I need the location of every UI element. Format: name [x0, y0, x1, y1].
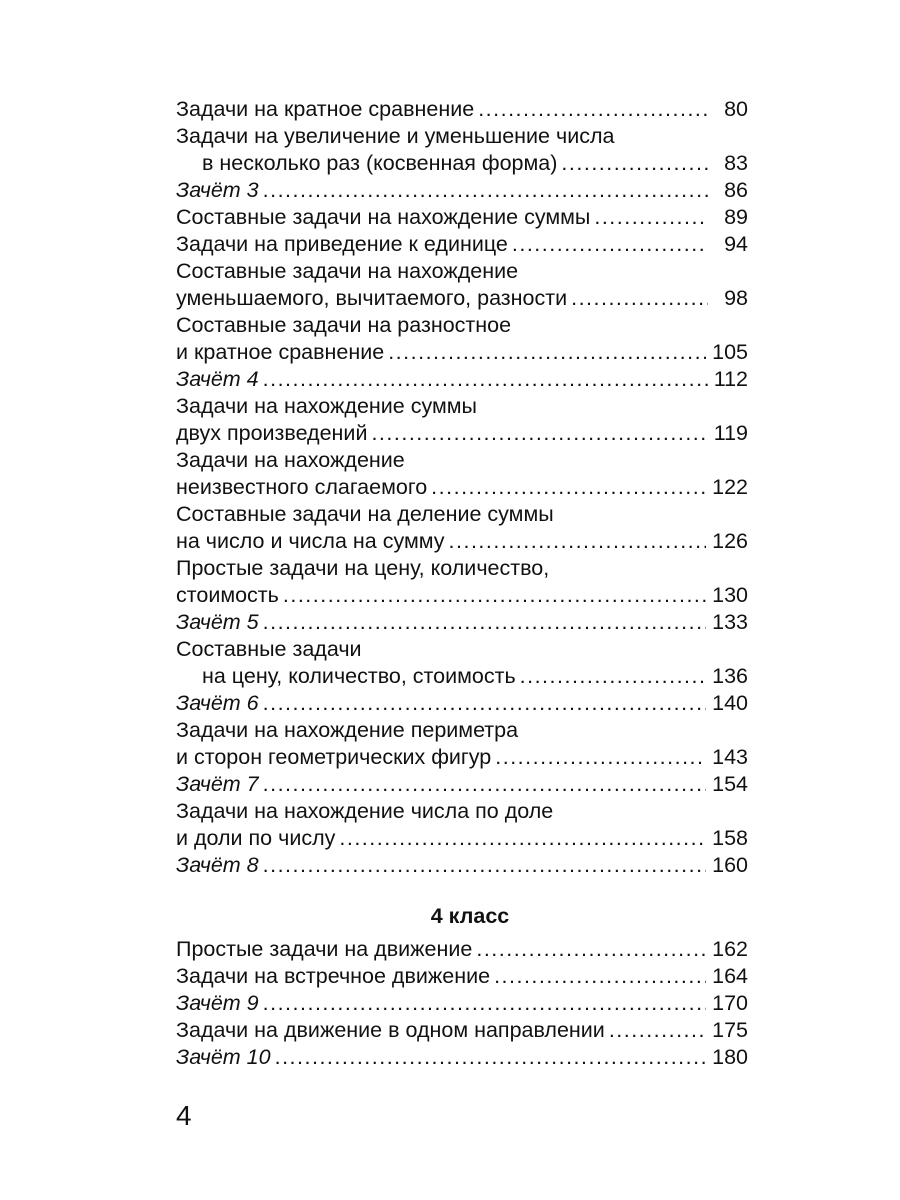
toc-entry-line — [176, 285, 748, 312]
toc-entry — [176, 258, 748, 312]
toc-page-number: 112 — [713, 367, 748, 391]
toc-entry-line — [176, 798, 748, 825]
toc-entry-line — [176, 582, 748, 609]
toc-entry — [176, 1044, 748, 1071]
toc-entry — [176, 366, 748, 393]
toc-entry-line — [176, 717, 748, 744]
dot-leader — [520, 663, 706, 690]
toc-page-number: 105 — [712, 340, 748, 364]
toc-page-number: 143 — [712, 745, 748, 769]
toc-entry — [176, 447, 748, 501]
toc-entry-line — [176, 447, 748, 474]
toc-entry-title: Задачи на нахождение числа по доле — [176, 799, 554, 823]
toc-entry — [176, 177, 748, 204]
dot-leader — [476, 936, 706, 963]
toc-entry-line — [176, 420, 748, 447]
toc-page-number: 83 — [724, 151, 748, 175]
toc-entry-title: уменьшаемого, вычитаемого, разности — [176, 286, 568, 310]
toc-page-number: 154 — [712, 772, 748, 796]
dot-leader — [339, 825, 706, 852]
toc-entry — [176, 555, 748, 609]
toc-entry-line — [176, 204, 748, 231]
toc-entry-title: Составные задачи на нахождение суммы — [176, 205, 591, 229]
dot-leader — [275, 1044, 707, 1071]
toc-page-number: 158 — [712, 826, 748, 850]
toc-entry-title: и сторон геометрических фигур — [176, 745, 492, 769]
toc-entry-line — [176, 609, 748, 636]
dot-leader — [263, 609, 706, 636]
toc-entry-title: Зачёт 10 — [176, 1045, 271, 1069]
toc-entry-title: Составные задачи на разностное — [176, 313, 512, 337]
toc-entry-title: стоимость — [176, 583, 279, 607]
toc-entry-title: неизвестного слагаемого — [176, 475, 428, 499]
toc-entry-title: Зачёт 3 — [176, 178, 259, 202]
dot-leader — [263, 690, 706, 717]
toc-entry-line — [176, 852, 748, 879]
toc-entry-title: Зачёт 4 — [176, 367, 259, 391]
toc-entry-line — [176, 963, 748, 990]
toc-entry-title: Зачёт 9 — [176, 991, 259, 1015]
toc-entry — [176, 636, 748, 690]
toc-entry-line — [176, 177, 748, 204]
toc-entry-title: Простые задачи на движение — [176, 937, 473, 961]
dot-leader — [512, 231, 708, 258]
toc-entry-title: Составные задачи на деление суммы — [176, 502, 554, 526]
toc-entry — [176, 609, 748, 636]
toc-entry — [176, 852, 748, 879]
toc-page-number: 160 — [712, 853, 748, 877]
dot-leader — [494, 963, 706, 990]
toc-entry — [176, 96, 748, 123]
toc-entry-line — [176, 312, 748, 339]
toc-entry-line — [176, 636, 748, 663]
toc-entry-line — [176, 231, 748, 258]
toc-page-number: 122 — [712, 475, 748, 499]
dot-leader — [263, 366, 708, 393]
toc-page-number: 180 — [712, 1045, 748, 1069]
toc-page-number: 86 — [724, 178, 748, 202]
toc-entry — [176, 1017, 748, 1044]
dot-leader — [263, 990, 706, 1017]
toc-page-number: 89 — [724, 205, 748, 229]
dot-leader — [263, 852, 706, 879]
dot-leader — [371, 420, 707, 447]
toc-entry — [176, 501, 748, 555]
toc-entry-line — [176, 990, 748, 1017]
toc-page-number: 140 — [712, 691, 748, 715]
toc-page-number: 133 — [712, 610, 748, 634]
dot-leader — [495, 744, 706, 771]
toc-entry — [176, 771, 748, 798]
toc-page-number: 162 — [712, 937, 748, 961]
toc-entry-line — [176, 474, 748, 501]
table-of-contents-grade-4 — [176, 936, 748, 1071]
toc-entry-line — [176, 1044, 748, 1071]
dot-leader — [594, 204, 708, 231]
toc-entry-line — [176, 339, 748, 366]
toc-entry-title: Задачи на нахождение периметра — [176, 718, 519, 742]
table-of-contents — [176, 96, 748, 879]
toc-entry-title: Простые задачи на цену, количество, — [176, 556, 550, 580]
toc-entry-line — [176, 744, 748, 771]
toc-entry-title: Зачёт 6 — [176, 691, 259, 715]
toc-entry-title: Составные задачи на нахождение — [176, 259, 519, 283]
toc-entry — [176, 312, 748, 366]
dot-leader — [449, 528, 707, 555]
dot-leader — [478, 96, 708, 123]
dot-leader — [431, 474, 706, 501]
toc-entry — [176, 393, 748, 447]
section-title: 4 класс — [430, 904, 510, 928]
toc-entry — [176, 123, 748, 177]
toc-entry-line — [176, 825, 748, 852]
toc-page-number: 98 — [724, 286, 748, 310]
toc-page-number: 170 — [712, 991, 748, 1015]
dot-leader — [571, 285, 708, 312]
toc-entry-title: на число и числа на сумму — [176, 529, 445, 553]
toc-entry-title: и кратное сравнение — [176, 340, 385, 364]
toc-entry — [176, 231, 748, 258]
toc-entry-title: и доли по числу — [176, 826, 336, 850]
toc-entry-line — [176, 555, 748, 582]
dot-leader — [263, 771, 706, 798]
toc-entry-line — [176, 366, 748, 393]
dot-leader — [561, 150, 708, 177]
dot-leader — [388, 339, 706, 366]
toc-entry-title: Задачи на встречное движение — [176, 964, 491, 988]
toc-entry-line — [176, 771, 748, 798]
toc-page-number: 130 — [712, 583, 748, 607]
toc-entry-line — [176, 663, 748, 690]
toc-entry-line — [176, 96, 748, 123]
toc-entry-line — [176, 393, 748, 420]
toc-entry-line — [176, 123, 748, 150]
toc-entry-title: Зачёт 5 — [176, 610, 259, 634]
toc-entry-title: Зачёт 7 — [176, 772, 259, 796]
toc-entry-title: Составные задачи — [176, 637, 362, 661]
toc-entry — [176, 717, 748, 771]
toc-page-number: 164 — [712, 964, 748, 988]
toc-entry-line — [176, 690, 748, 717]
toc-entry-title: Задачи на увеличение и уменьшение числа — [176, 124, 615, 148]
toc-entry-title: Задачи на нахождение суммы — [176, 394, 477, 418]
toc-entry-line — [176, 501, 748, 528]
toc-page-number: 136 — [712, 664, 748, 688]
toc-entry — [176, 990, 748, 1017]
toc-page-number: 126 — [712, 529, 748, 553]
toc-entry-line — [176, 258, 748, 285]
page-number: 4 — [176, 1100, 192, 1131]
dot-leader — [263, 177, 708, 204]
toc-page-number: 94 — [724, 232, 748, 256]
dot-leader — [609, 1017, 706, 1044]
toc-entry — [176, 963, 748, 990]
toc-entry-line — [176, 528, 748, 555]
toc-entry-line — [176, 936, 748, 963]
toc-page-number: 119 — [713, 421, 748, 445]
toc-entry-title: Задачи на кратное сравнение — [176, 97, 475, 121]
toc-entry-title: Задачи на приведение к единице — [176, 232, 508, 256]
dot-leader — [283, 582, 706, 609]
toc-entry — [176, 690, 748, 717]
toc-page-number: 175 — [712, 1018, 748, 1042]
toc-page-number: 80 — [724, 97, 748, 121]
toc-entry-title: Задачи на нахождение — [176, 448, 405, 472]
toc-entry-title: Зачёт 8 — [176, 853, 259, 877]
toc-entry — [176, 936, 748, 963]
toc-entry — [176, 798, 748, 852]
toc-entry-line — [176, 150, 748, 177]
toc-entry-title: в несколько раз (косвенная форма) — [202, 151, 558, 175]
toc-entry-line — [176, 1017, 748, 1044]
toc-entry-title: на цену, количество, стоимость — [202, 664, 516, 688]
toc-entry-title: двух произведений — [176, 421, 368, 445]
toc-entry-title: Задачи на движение в одном направлении — [176, 1018, 605, 1042]
toc-entry — [176, 204, 748, 231]
